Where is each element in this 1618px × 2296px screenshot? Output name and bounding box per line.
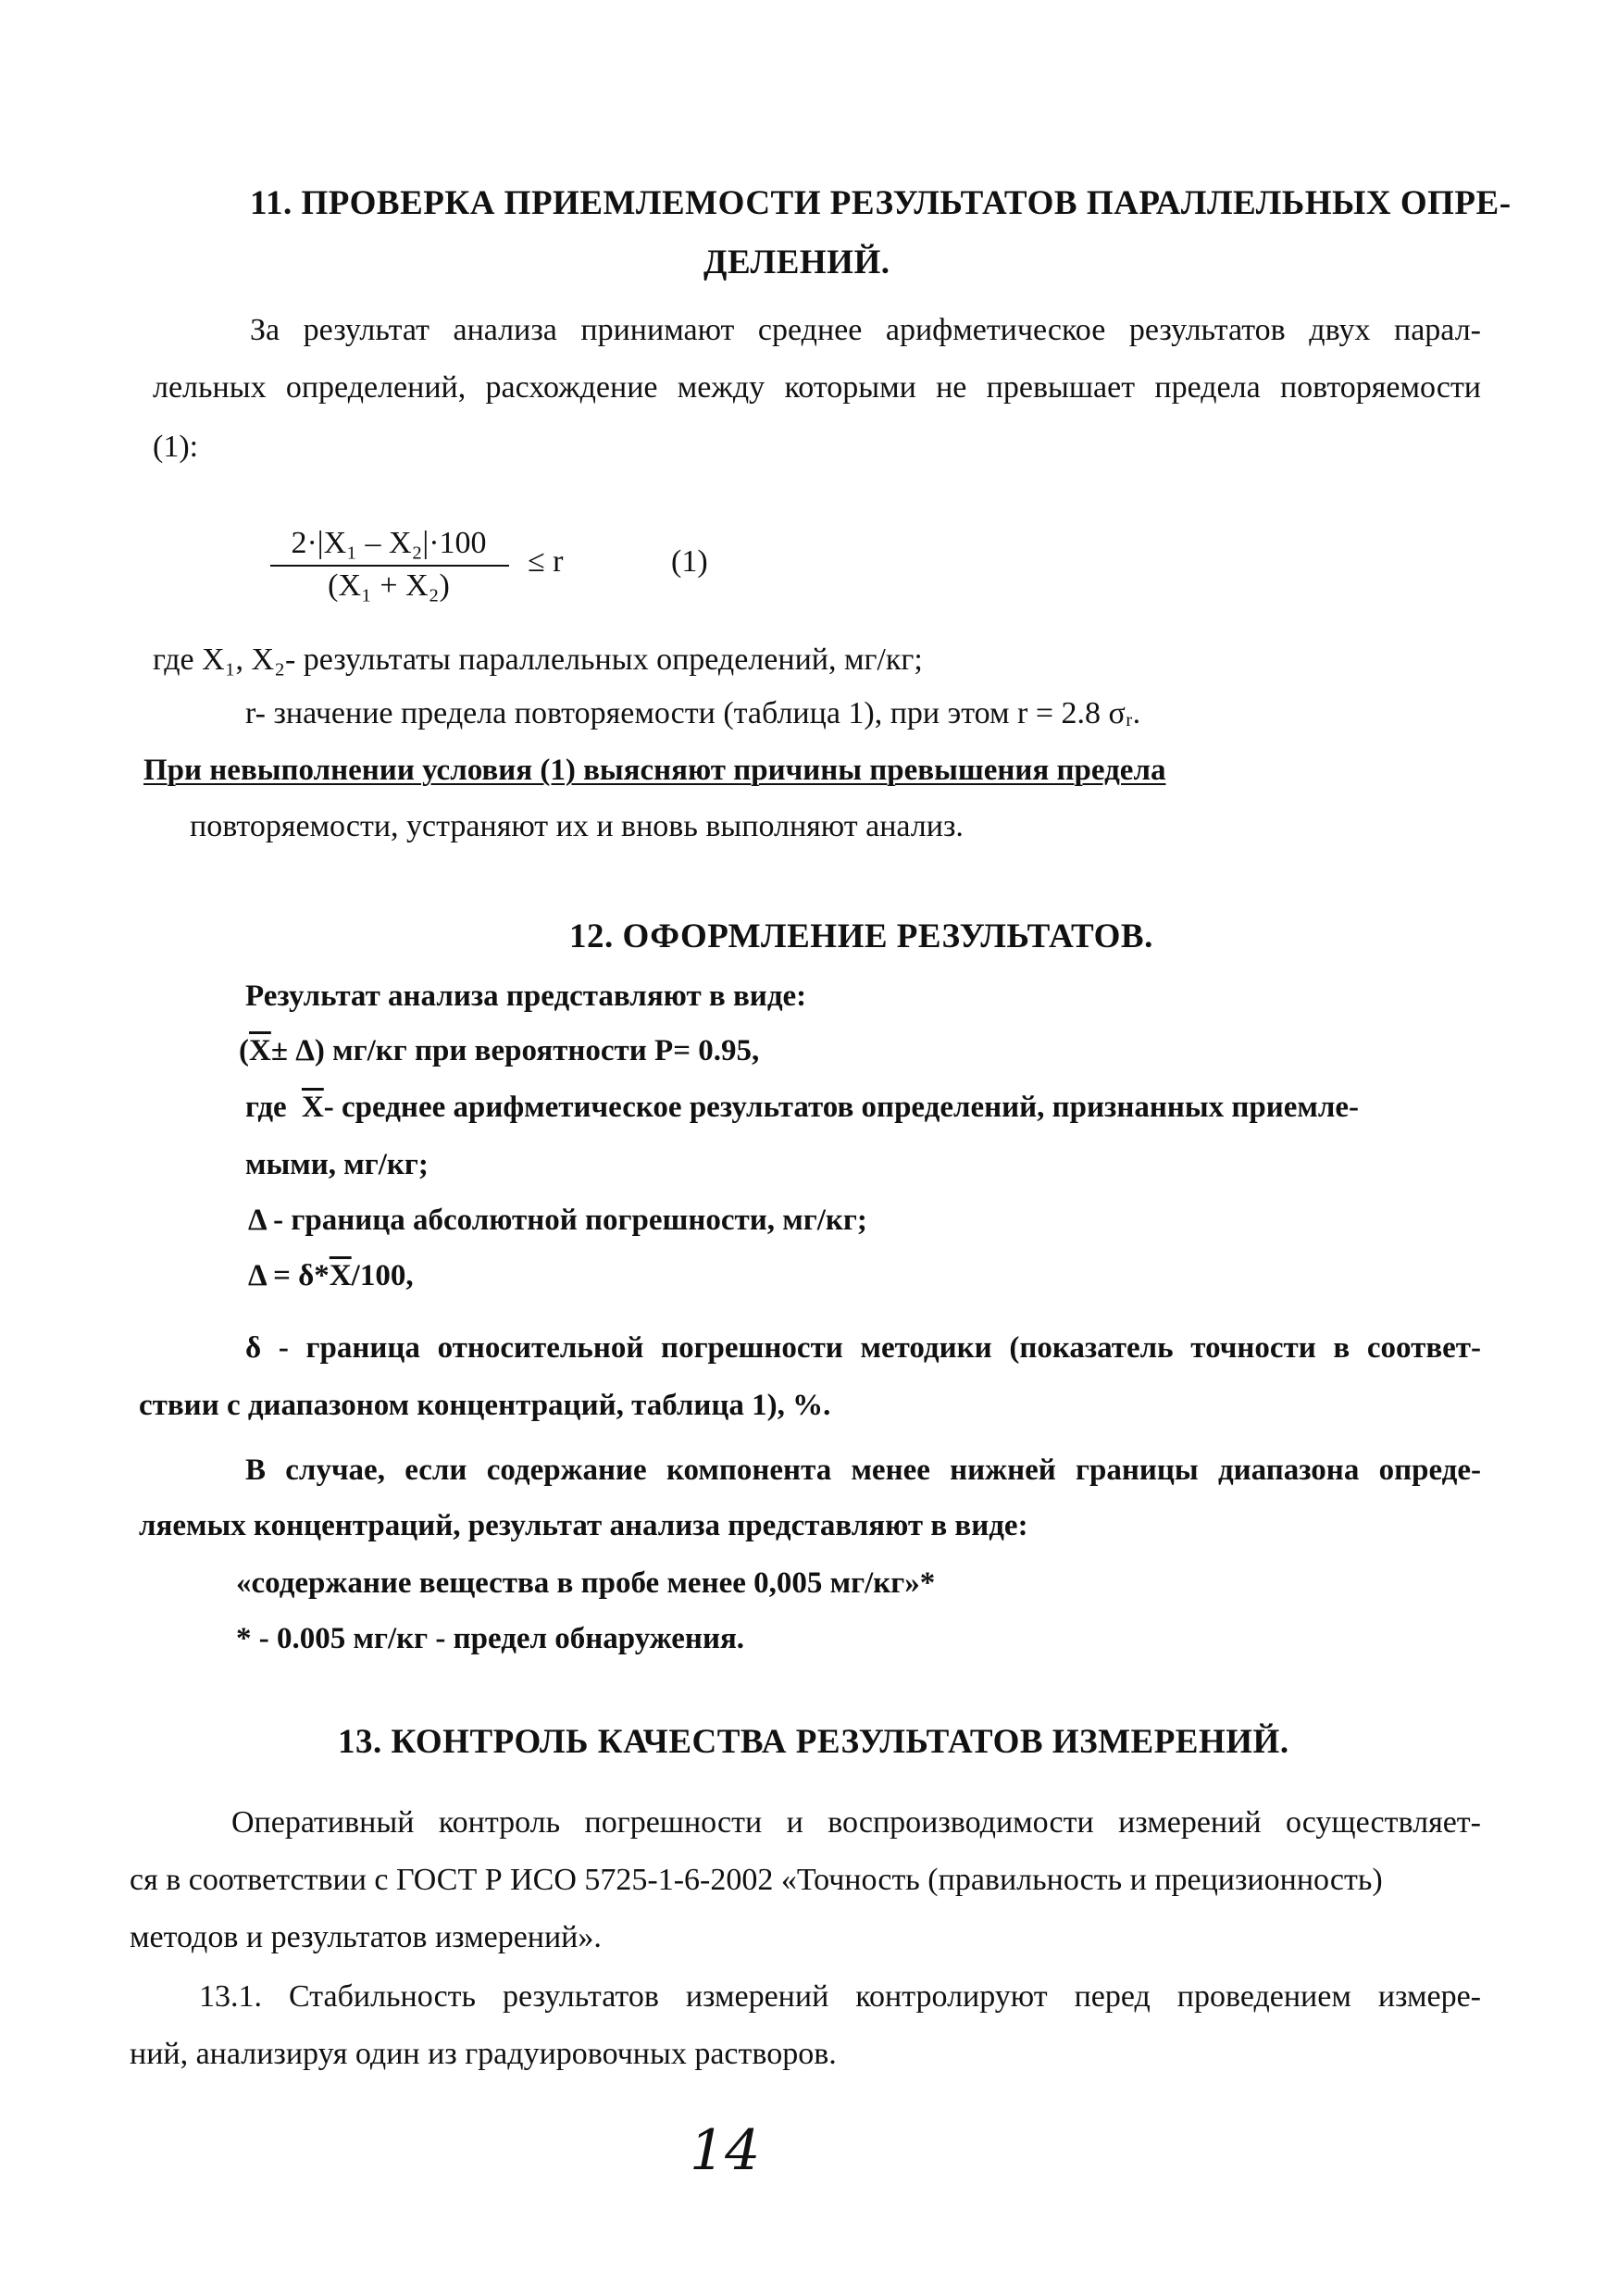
mean-definition-text: - среднее арифметическое результатов определений, признанных приемле- bbox=[323, 1091, 1360, 1124]
section-12-line10: ляемых концентраций, результат анализа представляют в виде: bbox=[139, 1509, 1028, 1542]
page-number: 14 bbox=[690, 2118, 761, 2183]
where-x1-x2-line: где X₁, X₂- результаты параллельных определений, мг/кг; bbox=[153, 643, 923, 677]
section-12-line7: δ - граница относительной погрешности методики (показатель точности в соответ- bbox=[245, 1331, 1481, 1365]
formula-fraction-bar bbox=[270, 565, 509, 567]
delta-formula-prefix: Δ = δ* bbox=[248, 1259, 330, 1292]
section-13-heading: 13. КОНТРОЛЬ КАЧЕСТВА РЕЗУЛЬТАТОВ ИЗМЕРЕНИЙ. bbox=[338, 1723, 1289, 1761]
x-mean-symbol-2: $\overline{X}$ bbox=[301, 1091, 324, 1124]
x-mean-symbol-3: $\overline{X}$ bbox=[329, 1259, 352, 1292]
section-12-line11: «содержание вещества в пробе менее 0,005 мг/кг»* bbox=[236, 1566, 936, 1600]
open-paren: ( bbox=[239, 1034, 249, 1067]
section-12-line6 bbox=[248, 1259, 414, 1293]
section-13-line4: 13.1. Стабильность результатов измерений контролируют перед проведением измере- bbox=[199, 1979, 1481, 2014]
section-11-heading-line2: ДЕЛЕНИЙ. bbox=[703, 243, 890, 281]
section-12-line4: мыми, мг/кг; bbox=[245, 1148, 429, 1181]
formula-denominator: (X₁ + X₂) bbox=[328, 568, 450, 603]
section-11-paragraph-line1: За результат анализа принимают среднее арифметическое результатов двух парал- bbox=[250, 313, 1481, 347]
section-12-line2 bbox=[239, 1034, 759, 1068]
section-12-line12: * - 0.005 мг/кг - предел обнаружения. bbox=[236, 1622, 745, 1655]
section-11-paragraph-line3: (1): bbox=[153, 430, 199, 464]
result-form-text: ± Δ) мг/кг при вероятности Р= 0.95, bbox=[270, 1034, 760, 1067]
section-11-heading-line1: 11. ПРОВЕРКА ПРИЕМЛЕМОСТИ РЕЗУЛЬТАТОВ ПАРАЛЛЕЛЬНЫХ ОПРЕ- bbox=[250, 184, 1512, 222]
underlined-condition-line: При невыполнении условия (1) выясняют причины превышения предела bbox=[143, 754, 1166, 787]
r-definition-line: r- значение предела повторяемости (таблица 1), при этом r = 2.8 σᵣ. bbox=[245, 696, 1141, 730]
section-12-line5: Δ - граница абсолютной погрешности, мг/кг; bbox=[248, 1204, 867, 1237]
formula-number: (1) bbox=[671, 544, 708, 579]
section-12-line1: Результат анализа представляют в виде: bbox=[245, 980, 807, 1013]
section-12-line3 bbox=[245, 1091, 1481, 1125]
x-mean-symbol: $\overline{X}$ bbox=[249, 1034, 271, 1067]
where-word: где bbox=[245, 1091, 287, 1124]
section-11-paragraph-line2: лельных определений, расхождение между которыми не превышает предела повторяемости bbox=[153, 370, 1481, 405]
formula-relation: ≤ r bbox=[528, 544, 564, 579]
section-13-line1: Оперативный контроль погрешности и воспроизводимости измерений осуществляет- bbox=[231, 1805, 1481, 1840]
delta-formula-suffix: /100, bbox=[351, 1259, 414, 1292]
section-12-heading: 12. ОФОРМЛЕНИЕ РЕЗУЛЬТАТОВ. bbox=[569, 917, 1153, 955]
repeatability-note-line: повторяемости, устраняют их и вновь выполняют анализ. bbox=[190, 809, 964, 843]
section-13-line3: методов и результатов измерений». bbox=[130, 1920, 602, 1954]
section-13-line5: ний, анализируя один из градуировочных растворов. bbox=[130, 2037, 837, 2071]
formula-numerator: 2·|X₁ – X₂|·100 bbox=[291, 526, 487, 560]
section-13-line2: ся в соответствии с ГОСТ Р ИСО 5725-1-6-2002 «Точность (правильность и прецизионность) bbox=[130, 1863, 1383, 1897]
section-12-line8: ствии с диапазоном концентраций, таблица 1), %. bbox=[139, 1389, 831, 1422]
section-12-line9: В случае, если содержание компонента менее нижней границы диапазона опреде- bbox=[245, 1454, 1481, 1487]
